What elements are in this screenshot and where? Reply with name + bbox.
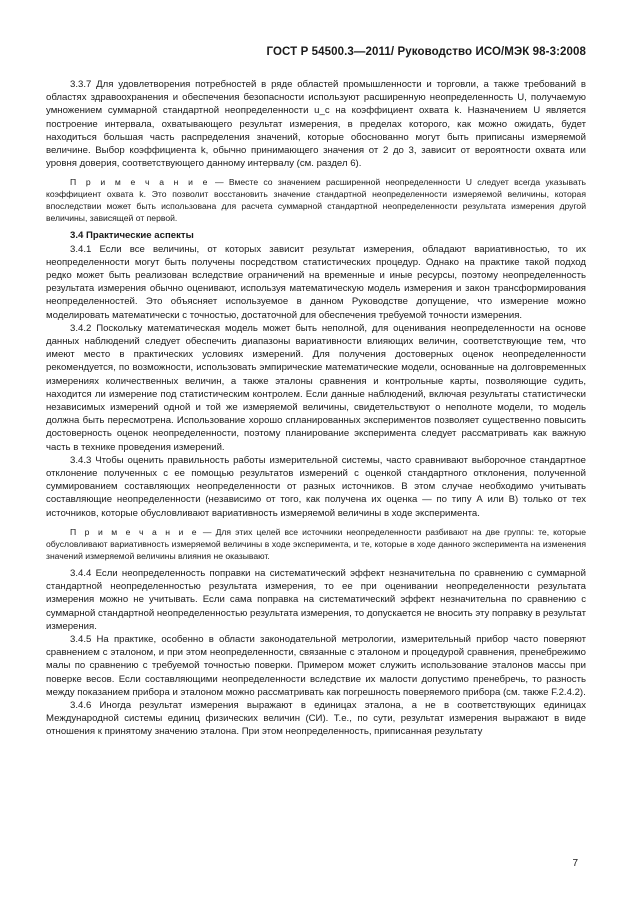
- page-number: 7: [572, 858, 578, 869]
- paragraph-3-4-3: 3.4.3 Чтобы оценить правильность работы измерительной системы, часто сравнивают выборочное стандартное отклонение полученных с ее помощью результатов измерений с оценкой стандартного отклонения, полученной суммированием составляющих неопределенности от разных источников. В этом случае необходимо учитывать составляющие неопределенности (независимо от того, как получена их оценка — по типу А или В) только от тех источников, которые обусловливают вариативность измеряемой величины в ходе эксперимента.: [46, 454, 586, 519]
- paragraph-3-3-7: 3.3.7 Для удовлетворения потребностей в ряде областей промышленности и торговли, а также требований в областях здравоохранения и обеспечения безопасности используют расширенную неопределенность U, получаемую умножением суммарной стандартной неопределенности u_c на коэффициент охвата k. Назначением U является построение интервала, охватывающего результат измерения, в пределах которого, как можно ожидать, будет находиться большая часть распределения значений, которые обоснованно могут быть приписаны измеряемой величине. Выбор коэффициента k, обычно принимающего значения от 2 до 3, зависит от вероятности охвата или уровня доверия, соответствующего данному интервалу (см. раздел 6).: [46, 79, 586, 170]
- note-2: [46, 526, 586, 562]
- paragraph-3-4-6: 3.4.6 Иногда результат измерения выражают в единицах эталона, а не в соответствующих единицах Международной системы единиц физических величин (СИ). Т.е., по сути, результат измерения выражают в виде отношения к принятому значению эталона. При этом неопределенность, приписанная результату: [46, 699, 586, 738]
- paragraph-3-4-4: 3.4.4 Если неопределенность поправки на систематический эффект незначительна по сравнению с суммарной стандартной неопределенностью результата измерения, то ее при оценивании неопределенности результата измерения можно не учитывать. Если сама поправка на систематический эффект незначительна по сравнению с суммарной стандартной неопределенностью результата измерения, то допускается не вносить эту поправку в результат измерения.: [46, 567, 586, 632]
- document-body: [46, 78, 586, 739]
- note-1-label: П р и м е ч а н и е: [70, 177, 210, 188]
- note-2-text: — Для этих целей все источники неопределенности разбивают на две группы: те, которые обусловливают вариативность измеряемой величины в ходе эксперимента, и те, которые в ходе данного эксперимента на изменения значений измеряемой величины влияния не оказывают.: [46, 526, 586, 561]
- note-1: [46, 176, 586, 224]
- section-heading-3-4: 3.4 Практические аспекты: [70, 230, 194, 242]
- note-1-text: — Вместе со значением расширенной неопределенности U следует всегда указывать коэффициент охвата k. Это позволит восстановить значение стандартной неопределенности измеряемой величины, которая впоследствии может быть использована для расчета суммарной стандартной неопределенности результата измерения другой величины, зависящей от первой.: [46, 177, 586, 224]
- document-header: ГОСТ Р 54500.3—2011/ Руководство ИСО/МЭК 98-3:2008: [266, 46, 586, 58]
- note-2-label: П р и м е ч а н и е: [70, 526, 199, 537]
- paragraph-3-4-1: 3.4.1 Если все величины, от которых зависит результат измерения, обладают вариативностью, то их неопределенности могут быть получены посредством статистических процедур. Однако на практике такой подход редко может быть реализован вследствие ограничений на временные и иные ресурсы, поэтому неопределенность результата измерения обычно оценивают, используя математическую модель измерения и закон трансформирования неопределенностей. Это объясняет используемое в данном Руководстве допущение, что измерение можно моделировать математически с точностью, достаточной для обеспечения требуемой точности измерения.: [46, 243, 586, 321]
- paragraph-3-4-2: 3.4.2 Поскольку математическая модель может быть неполной, для оценивания неопределенности на основе данных наблюдений следует обеспечить диапазоны вариативности влияющих величин, соответствующие тем, что имеют место в практических условиях измерений. Для получения достоверных оценок неопределенности рекомендуется, по возможности, использовать эмпирические математические модели, основанные на долговременных измерениях количественных величин, а также эталоны сравнения и контрольные карты, позволяющие судить, находится ли измерение под статистическим контролем. Если данные наблюдений, включая результаты статистически независимых измерений одной и той же измеряемой величины, свидетельствуют о неполноте модели, то модель должна быть пересмотрена. Использование хорошо спланированных экспериментов позволяет существенно повысить достоверность оценок неопределенности, поэтому планирование эксперимента следует рассматривать как важную часть в технике проведения измерений.: [46, 322, 586, 453]
- paragraph-3-4-5: 3.4.5 На практике, особенно в области законодательной метрологии, измерительный прибор часто поверяют сравнением с эталоном, и при этом неопределенности, связанные с эталоном и процедурой сравнения, пренебрежимо малы по сравнению с требуемой точностью поверки. Примером может служить использование эталонов массы при поверке весов. Если составляющими неопределенности вследствие их малости допустимо пренебречь, то разность между показанием прибора и эталоном можно рассматривать как погрешность поверяемого прибора (см. также F.2.4.2).: [46, 633, 586, 698]
